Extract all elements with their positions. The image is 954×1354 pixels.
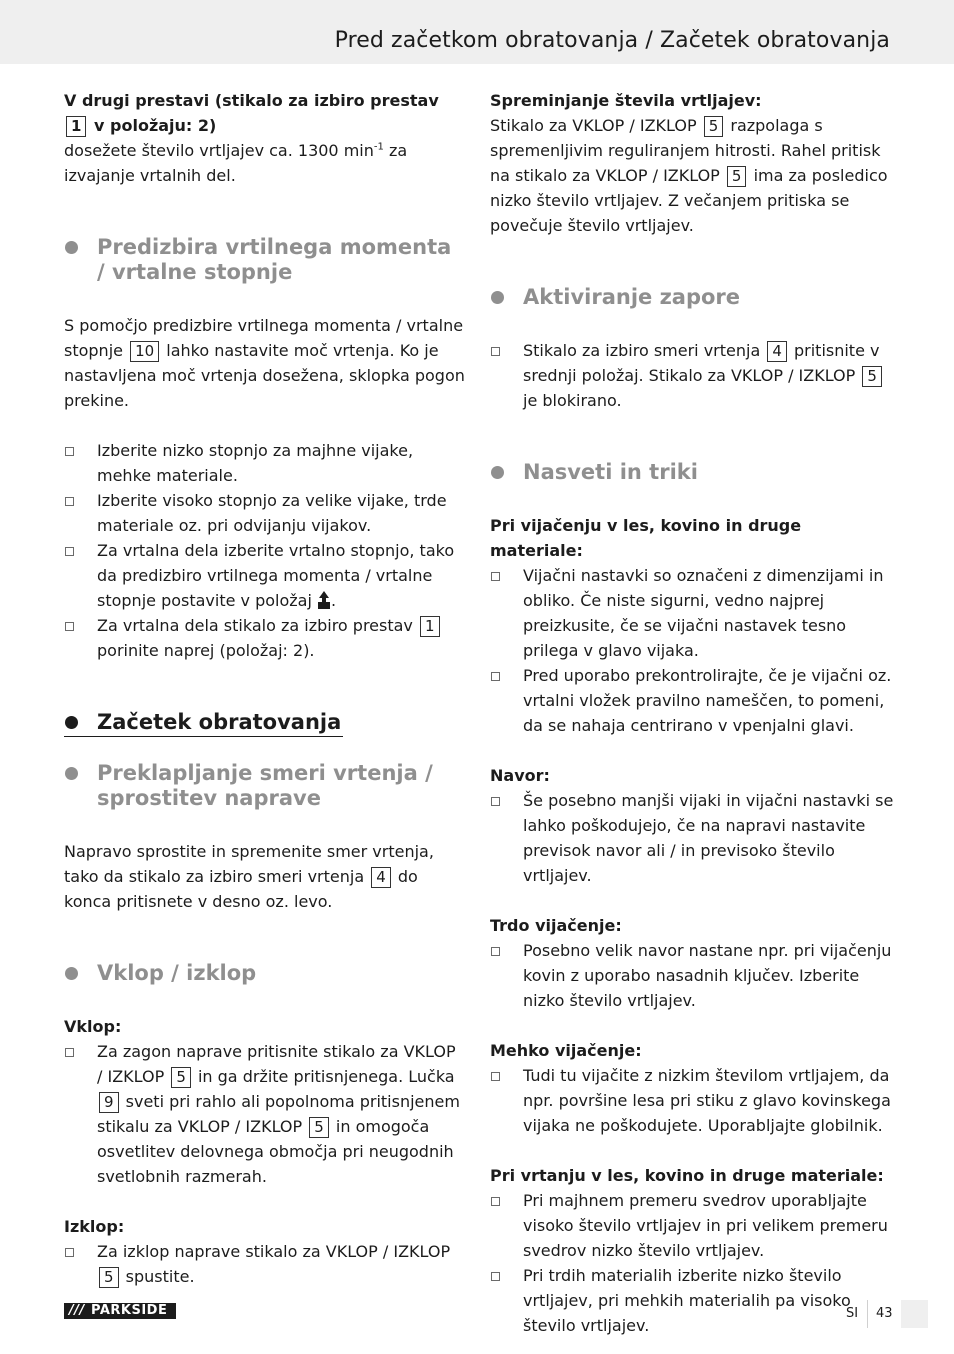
right-column [490,88,894,1338]
ref-number-5: 5 [862,366,882,387]
drilling-list [490,1188,894,1338]
ref-number-10: 10 [130,341,159,362]
list-item: Pred uporabo prekontrolirajte, če je vijačni oz. vrtalni vložek pravilno nameščen, to pomeni, da se nahaja centrirano v vpenjalni glavi. [490,663,894,738]
list-item: Stikalo za izbiro smeri vrtenja 4 pritisnite v srednji položaj. Stikalo za VKLOP / IZKLOP 5 je blokirano. [490,338,894,413]
language-code: SI [846,1306,859,1321]
ref-number-4: 4 [371,867,391,888]
off-label: Izklop: [64,1217,125,1236]
page-header [0,0,954,64]
ref-number-5: 5 [309,1117,329,1138]
list-item: Tudi tu vijačite z nizkim številom vrtljajem, da npr. površine lesa pri stiku z glavo kovinskega vijaka ne poškodujete. Uporabljajte globilnik. [490,1063,894,1138]
direction-paragraph: Napravo sprostite in spremenite smer vrtenja, tako da stikalo za izbiro smeri vrtenja 4 do konca pritisnete v desno oz. levo. [64,842,434,911]
list-item: Za vrtalna dela izberite vrtalno stopnjo, tako da predizbiro vrtilnega momenta / vrtalne stopnje postavite v položaj . [64,538,466,613]
section-heading-onoff: Vklop / izklop [64,961,466,986]
section-heading-tips: Nasveti in triki [490,460,894,485]
list-item: Vijačni nastavki so označeni z dimenzijami in obliko. Če niste sigurni, vedno najprej preizkusite, če se vijačni nastavek tesno prilega v glavo vijaka. [490,563,894,663]
gear-two-heading-text-2: v položaju: 2) [94,116,217,135]
ref-number-5: 5 [727,166,747,187]
page-number: 43 [876,1306,893,1321]
soft-screwing-list [490,1063,894,1138]
ref-number-4: 4 [767,341,787,362]
list-item: Pri trdih materialih izberite nizko število vrtljajev, pri mehkih materialih pa visoko število vrtljajev. [490,1263,894,1338]
soft-screwing-label: Mehko vijačenje: [490,1041,642,1060]
section-heading-torque: Predizbira vrtilnega momenta / vrtalne stopnje [64,235,466,285]
footer-divider [867,1300,868,1328]
ref-number-5: 5 [171,1067,191,1088]
list-item: Še posebno manjši vijaki in vijačni nastavki se lahko poškodujejo, če na napravi nastavite previsok navor ali / in previsoko število vrtljajev. [490,788,894,888]
on-list [64,1039,466,1189]
wood-screwing-list [490,563,894,738]
list-item: Za vrtalna dela stikalo za izbiro prestav 1 porinite naprej (položaj: 2). [64,613,466,663]
list-item: Za zagon naprave pritisnite stikalo za VKLOP / IZKLOP 5 in ga držite pritisnjenega. Lučka 9 sveti pri rahlo ali popolnoma pritisnjenem stikalu za VKLOP / IZKLOP 5 in omogoča osvetlitev delovnega območja pri neugodnih svetlobnih razmerah. [64,1039,466,1189]
drill-icon [317,590,331,610]
torque-list [64,438,466,663]
lock-list [490,338,894,413]
left-column [64,88,466,1289]
gear-two-text: dosežete število vrtljajev ca. 1300 $\min^{-1}$ za izvajanje vrtalnih del. [64,141,408,185]
list-item: Izberite visoko stopnjo za velike vijake, trde materiale oz. pri odvijanju vijakov. [64,488,466,538]
drilling-label: Pri vrtanju v les, kovino in druge materiale: [490,1166,884,1185]
ref-number-1: 1 [66,116,86,137]
page-title: Pred začetkom obratovanja / Začetek obratovanja [334,28,890,53]
list-item: Za izklop naprave stikalo za VKLOP / IZKLOP 5 spustite. [64,1239,466,1289]
hard-screwing-label: Trdo vijačenje: [490,916,622,935]
logo-stripes-icon: /// [69,1303,85,1318]
section-heading-lock: Aktiviranje zapore [490,285,894,310]
ref-number-5: 5 [99,1267,119,1288]
section-heading-direction: Preklapljanje smeri vrtenja / sprostitev naprave [64,761,466,811]
gear-two-heading-text: V drugi prestavi (stikalo za izbiro prestav [64,91,439,110]
list-item: Izberite nizko stopnjo za majhne vijake, mehke materiale. [64,438,466,488]
ref-number-5: 5 [704,116,724,137]
ref-number-9: 9 [99,1092,119,1113]
torque-paragraph: S pomočjo predizbire vrtilnega momenta / vrtalne stopnje 10 lahko nastavite moč vrtenja. Ko je nastavljena moč vrtenja dosežena, sklopka pogon prekine. [64,316,465,410]
ref-number-1: 1 [420,616,440,637]
gear-two-heading [64,88,466,138]
on-label: Vklop: [64,1017,122,1036]
speed-paragraph: Stikalo za VKLOP / IZKLOP 5 razpolaga s spremenljivim reguliranjem hitrosti. Rahel pritisk na stikalo za VKLOP / IZKLOP 5 ima za posledico nizko število vrtljajev. Z večanjem pritiska se povečuje število vrtljajev. [490,116,888,235]
list-item: Pri majhnem premeru svedrov uporabljajte visoko število vrtljajev in pri velikem premeru svedrov nizko število vrtljajev. [490,1188,894,1263]
torque-tips-list [490,788,894,888]
list-item: Posebno velik navor nastane npr. pri vijačenju kovin z uporabo nasadnih ključev. Izberite nizko število vrtljajev. [490,938,894,1013]
torque-label: Navor: [490,766,550,785]
page-tab-marker [901,1300,928,1328]
parkside-logo: /// PARKSIDE [64,1303,176,1319]
wood-screwing-label: Pri vijačenju v les, kovino in druge materiale: [490,516,802,560]
off-list [64,1239,466,1289]
speed-label: Spreminjanje števila vrtljajev: [490,91,762,110]
section-heading-start: Začetek obratovanja [64,710,343,737]
hard-screwing-list [490,938,894,1013]
